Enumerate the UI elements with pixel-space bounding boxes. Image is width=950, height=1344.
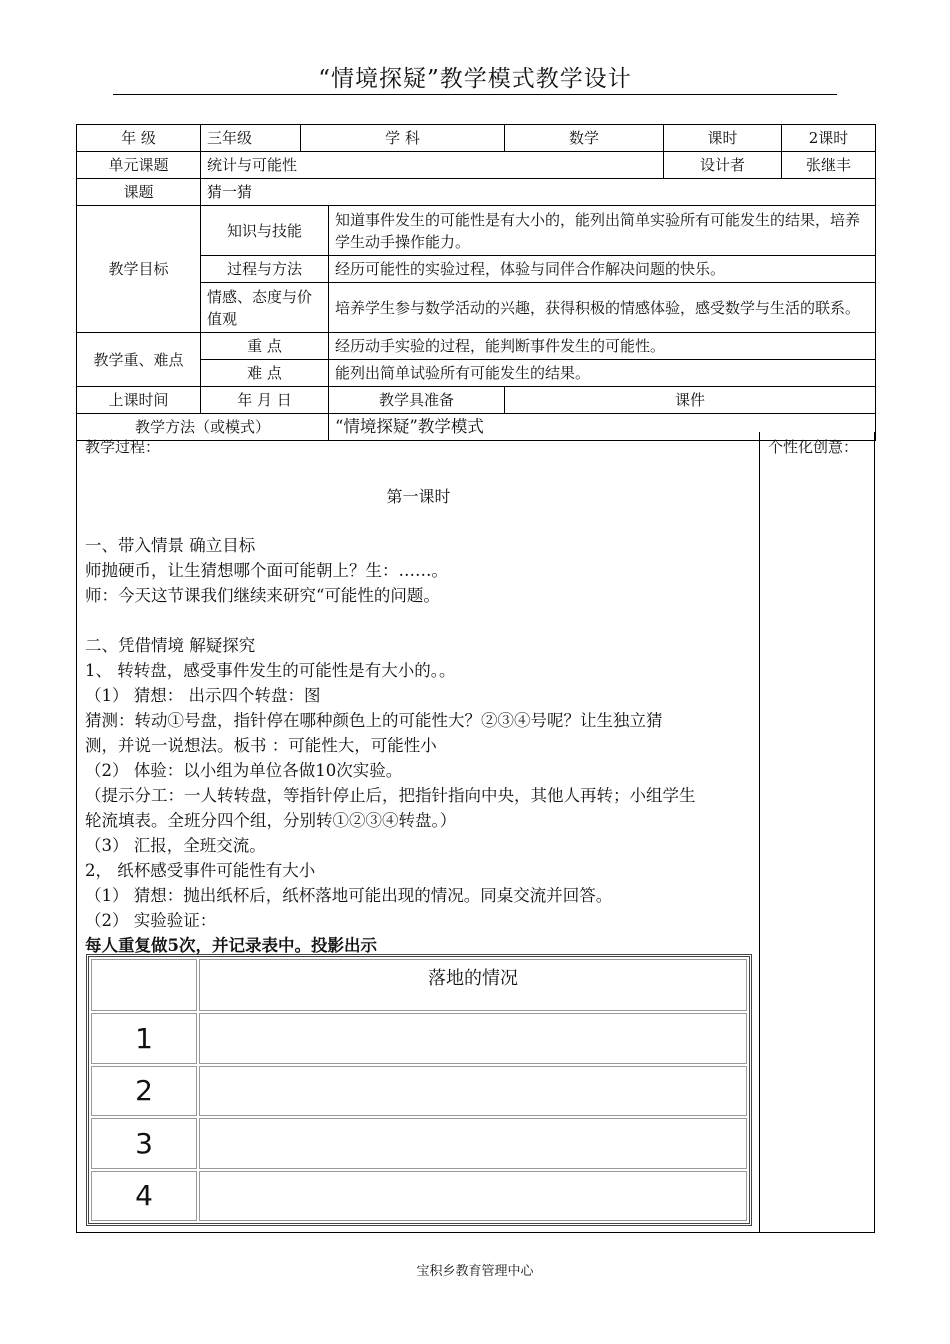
record-cell (199, 1118, 747, 1169)
page-footer: 宝积乡教育管理中心 (416, 1264, 534, 1279)
landing-record-table (86, 954, 752, 1226)
goal-attitude-value: 培养学生参与数学活动的兴趣，获得积极的情感体验，感受数学与生活的联系。 (329, 283, 876, 333)
unit-label: 单元课题 (77, 152, 201, 179)
record-row-number: 1 (91, 1013, 197, 1064)
difficulty-value: 能列出简单试验所有可能发生的结果。 (329, 360, 876, 387)
difficulty-label: 难 点 (201, 360, 329, 387)
process-line: 猜测：转动①号盘，指针停在哪种颜色上的可能性大？②③④号呢？让生独立猜 (85, 711, 663, 730)
unit-value: 统计与可能性 (201, 152, 664, 179)
tools-value: 课件 (505, 387, 876, 414)
grade-label: 年 级 (77, 125, 201, 152)
goal-process-label: 过程与方法 (201, 256, 329, 283)
time-value: 年 月 日 (201, 387, 329, 414)
record-cell (199, 1171, 747, 1222)
process-line: 1、 转转盘，感受事件发生的可能性是有大小的。。 (85, 661, 456, 680)
goal-knowledge-label: 知识与技能 (201, 206, 329, 256)
process-line: （2） 体验：以小组为单位各做10次实验。 (85, 761, 403, 780)
record-cell (199, 1013, 747, 1064)
method-label: 教学方法（或模式） (77, 414, 329, 441)
process-line: 轮流填表。全班分四个组，分别转①②③④转盘。） (85, 811, 457, 830)
method-value: “情境探疑”教学模式 (329, 414, 876, 441)
lesson-heading: 第一课时 (386, 487, 451, 506)
process-line: 一、带入情景 确立目标 (85, 536, 256, 555)
process-line: 2， 纸杯感受事件可能性有大小 (85, 861, 316, 880)
goal-process-value: 经历可能性的实验过程，体验与同伴合作解决问题的快乐。 (329, 256, 876, 283)
record-cell (199, 1066, 747, 1117)
focus-value: 经历动手实验的过程，能判断事件发生的可能性。 (329, 333, 876, 360)
period-value: 2课时 (782, 125, 876, 152)
grade-value: 三年级 (201, 125, 301, 152)
process-line-emphasis: 每人重复做5次，并记录表中。投影出示 (85, 936, 377, 955)
record-corner-cell (91, 959, 197, 1011)
process-line: 测，并说一说想法。板书 ：可能性大，可能性小 (85, 736, 437, 755)
process-line: （2） 实验验证： (85, 911, 217, 930)
record-row-number: 2 (91, 1066, 197, 1117)
record-row-number: 3 (91, 1118, 197, 1169)
tools-label: 教学具准备 (329, 387, 505, 414)
record-header: 落地的情况 (199, 959, 747, 1011)
goals-label: 教学目标 (77, 206, 201, 333)
process-line: （1） 猜想： 出示四个转盘：图 (85, 686, 321, 705)
designer-label: 设计者 (664, 152, 782, 179)
designer-value: 张继丰 (782, 152, 876, 179)
goal-attitude-label: 情感、态度与价值观 (201, 283, 329, 333)
keypoints-label: 教学重、难点 (77, 333, 201, 387)
goal-knowledge-value: 知道事件发生的可能性是有大小的，能列出简单实验所有可能发生的结果，培养学生动手操作能力。 (329, 206, 876, 256)
process-line: （3） 汇报，全班交流。 (85, 836, 266, 855)
process-line: 师：今天这节课我们继续来研究“可能性的问题。 (85, 586, 440, 605)
process-label: 教学过程： (85, 438, 161, 456)
topic-value: 猜一猜 (201, 179, 876, 206)
period-label: 课时 (664, 125, 782, 152)
process-main-column (77, 432, 760, 1232)
teaching-process-section (76, 432, 875, 1233)
personalized-idea-label: 个性化创意： (768, 438, 859, 456)
topic-label: 课题 (77, 179, 201, 206)
process-line: （提示分工：一人转转盘，等指针停止后，把指针指向中央，其他人再转；小组学生 (85, 786, 696, 805)
document-title: “情境探疑”教学模式教学设计 (318, 66, 632, 92)
subject-label: 学 科 (301, 125, 505, 152)
title-underline (113, 94, 837, 95)
process-line: （1） 猜想：抛出纸杯后，纸杯落地可能出现的情况。同桌交流并回答。 (85, 886, 613, 905)
process-line: 二、凭借情境 解疑探究 (85, 636, 256, 655)
time-label: 上课时间 (77, 387, 201, 414)
focus-label: 重 点 (201, 333, 329, 360)
process-line: 师抛硬币，让生猜想哪个面可能朝上？生：……。 (85, 561, 448, 580)
subject-value: 数学 (505, 125, 664, 152)
lesson-info-table (76, 124, 876, 441)
record-row-number: 4 (91, 1171, 197, 1222)
